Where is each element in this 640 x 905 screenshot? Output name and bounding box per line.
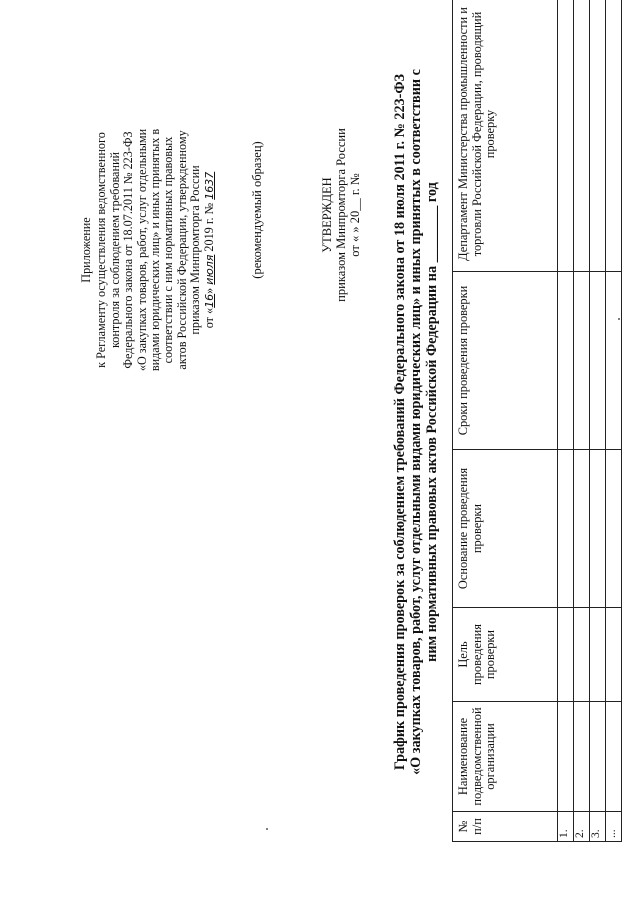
- appendix-line: приказом Минпромторга России: [188, 165, 203, 335]
- table-cell: [558, 450, 574, 608]
- header-organization: Наименование подведомственной организации: [453, 702, 558, 812]
- schedule-title-line: «О закупках товаров, работ, услуг отдельными видами юридических лиц» и иных принятых в соответствии с: [408, 69, 425, 775]
- appendix-line: контроля за соблюдением требований: [107, 151, 122, 349]
- table-row: [574, 0, 590, 842]
- row-number: 3.: [590, 812, 606, 842]
- header-number: № п/п: [453, 812, 558, 842]
- appendix-line: видами юридических лиц» и иных принятых в: [148, 128, 163, 372]
- table-cell: [590, 702, 606, 812]
- table-row: [590, 0, 606, 842]
- table-cell: [606, 272, 622, 450]
- header-purpose: Цель проведения проверки: [453, 608, 558, 702]
- row-number: ...: [606, 812, 622, 842]
- table-cell: [558, 272, 574, 450]
- sample-note: (рекомендуемый образец): [250, 141, 264, 279]
- table-cell: [606, 702, 622, 812]
- table-cell: [574, 0, 590, 272]
- header-timing: Сроки проведения проверки: [453, 272, 558, 450]
- table-cell: [574, 702, 590, 812]
- appendix-line: актов Российской Федерации, утвержденному: [174, 130, 189, 370]
- header-basis: Основание проведения проверки: [453, 450, 558, 608]
- schedule-title-line: График проведения проверок за соблюдением требований Федерального закона от 18 июля 2011 г. № 223-ФЗ: [392, 73, 408, 771]
- row-number: 1.: [558, 812, 574, 842]
- scan-speck: [266, 828, 268, 830]
- handwritten-day: 16: [202, 293, 216, 308]
- approval-line: приказом Минпромторга России: [334, 128, 348, 302]
- schedule-table: [452, 0, 618, 842]
- table-cell: [590, 272, 606, 450]
- appendix-line: соответствии с ним нормативных правовых: [161, 136, 176, 364]
- row-number: 2.: [574, 812, 590, 842]
- schedule-title-line: ним нормативных правовых актов Российской Федерации на ________ год: [424, 182, 441, 662]
- table-cell: [574, 608, 590, 702]
- header-department: Департамент Министерства промышленности и торговли Российской Федерации, проводящий проверку: [453, 0, 558, 272]
- table-cell: [558, 608, 574, 702]
- table-cell: [558, 0, 574, 272]
- table-cell: [574, 450, 590, 608]
- table-cell: [590, 0, 606, 272]
- appendix-date-line: от «16» июля 2019 г. № 1637: [201, 171, 216, 329]
- schedule-title: [392, 27, 441, 817]
- appendix-line: «О закупках товаров, работ, услуг отдельными: [134, 128, 149, 372]
- appendix-title: Приложение: [79, 217, 93, 283]
- table-cell: [590, 608, 606, 702]
- appendix-line: Федерального закона от 18.07.2011 № 223-ФЗ: [121, 131, 136, 369]
- table-cell: [590, 450, 606, 608]
- approval-block: [320, 110, 362, 320]
- table-row: [558, 0, 574, 842]
- table-row: [606, 0, 622, 842]
- handwritten-number: 1637: [202, 171, 216, 200]
- scan-speck: [618, 318, 620, 320]
- table-header-row: [453, 0, 558, 842]
- approval-title: УТВЕРЖДЕН: [320, 177, 334, 253]
- handwritten-month: июля: [202, 254, 216, 285]
- table-cell: [606, 0, 622, 272]
- table-cell: [558, 702, 574, 812]
- table-cell: [606, 608, 622, 702]
- appendix-line: к Регламенту осуществления ведомственного: [94, 132, 109, 368]
- table-cell: [606, 450, 622, 608]
- table-cell: [574, 272, 590, 450]
- appendix-block: [80, 95, 216, 405]
- approval-date-line: от « » 20__ г. №: [348, 173, 362, 257]
